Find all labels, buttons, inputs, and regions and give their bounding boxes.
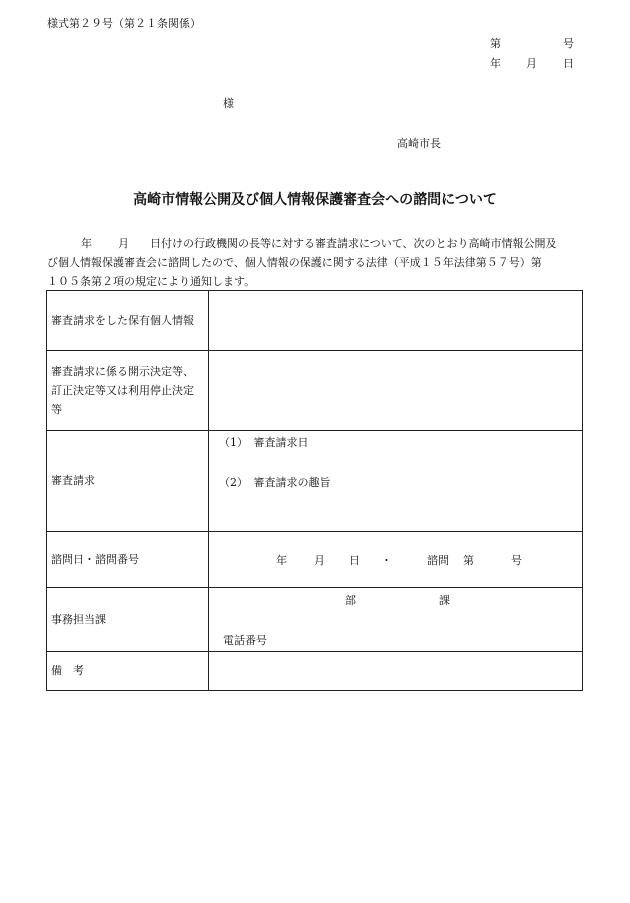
inquiry-month: 月 bbox=[314, 554, 325, 567]
row-label-decision bbox=[47, 351, 209, 431]
table-row bbox=[47, 532, 583, 588]
decision-label-line-3: 等 bbox=[51, 403, 62, 417]
table-row bbox=[47, 431, 583, 532]
table-row bbox=[47, 588, 583, 652]
inquiry-day: 日 bbox=[349, 554, 360, 567]
date-day-label: 日 bbox=[563, 57, 574, 70]
field-review-request[interactable] bbox=[209, 431, 583, 532]
document-number-unit: 号 bbox=[563, 37, 574, 50]
department-label: 部 bbox=[345, 594, 356, 607]
document-number-label: 第 bbox=[490, 37, 501, 50]
field-remarks[interactable] bbox=[209, 652, 583, 691]
body-line-1 bbox=[47, 238, 557, 249]
date-month-label: 月 bbox=[526, 57, 537, 70]
field-inquiry-date-number[interactable] bbox=[209, 532, 583, 588]
review-request-date-label: （1） 審査請求日 bbox=[219, 436, 309, 449]
inquiry-year: 年 bbox=[276, 554, 287, 567]
row-label-inquiry-date-number: 諮問日・諮問番号 bbox=[47, 532, 209, 588]
row-label-review-request: 審査請求 bbox=[47, 431, 209, 532]
phone-number-label: 電話番号 bbox=[223, 634, 267, 647]
addressee-suffix: 様 bbox=[223, 97, 234, 110]
sender-name: 高崎市長 bbox=[397, 137, 441, 150]
inquiry-separator: ・ bbox=[381, 554, 392, 567]
table-row bbox=[47, 652, 583, 691]
body-month: 月 bbox=[118, 237, 129, 250]
body-year: 年 bbox=[81, 237, 92, 250]
field-department[interactable] bbox=[209, 588, 583, 652]
decision-label-line-2: 訂正決定等又は利用停止決定 bbox=[51, 383, 194, 397]
table-row bbox=[47, 291, 583, 351]
row-label-department: 事務担当課 bbox=[47, 588, 209, 652]
review-request-purpose-label: （2） 審査請求の趣旨 bbox=[219, 476, 331, 489]
body-line-3: １０５条第２項の規定により通知します。 bbox=[47, 275, 256, 288]
date-year-label: 年 bbox=[490, 57, 501, 70]
table-row bbox=[47, 351, 583, 431]
row-label-personal-info: 審査請求をした保有個人情報 bbox=[47, 291, 209, 351]
inquiry-number-unit: 号 bbox=[511, 554, 522, 567]
row-label-remarks: 備 考 bbox=[47, 652, 209, 691]
document-title: 高崎市情報公開及び個人情報保護審査会への諮問について bbox=[133, 192, 497, 208]
inquiry-label: 諮問 bbox=[427, 554, 449, 567]
form-number: 様式第２９号（第２１条関係） bbox=[47, 17, 201, 30]
inquiry-form-table bbox=[46, 290, 583, 691]
field-decision[interactable] bbox=[209, 351, 583, 431]
body-line-2: び個人情報保護審査会に諮問したので、個人情報の保護に関する法律（平成１５年法律第５７号）第 bbox=[47, 256, 542, 269]
inquiry-number-prefix: 第 bbox=[463, 554, 474, 567]
body-line-1-text: 日付けの行政機関の長等に対する審査請求について、次のとおり高崎市情報公開及 bbox=[150, 237, 557, 250]
decision-label-line-1: 審査請求に係る開示決定等、 bbox=[51, 364, 194, 378]
field-personal-info[interactable] bbox=[209, 291, 583, 351]
section-label: 課 bbox=[439, 594, 450, 607]
